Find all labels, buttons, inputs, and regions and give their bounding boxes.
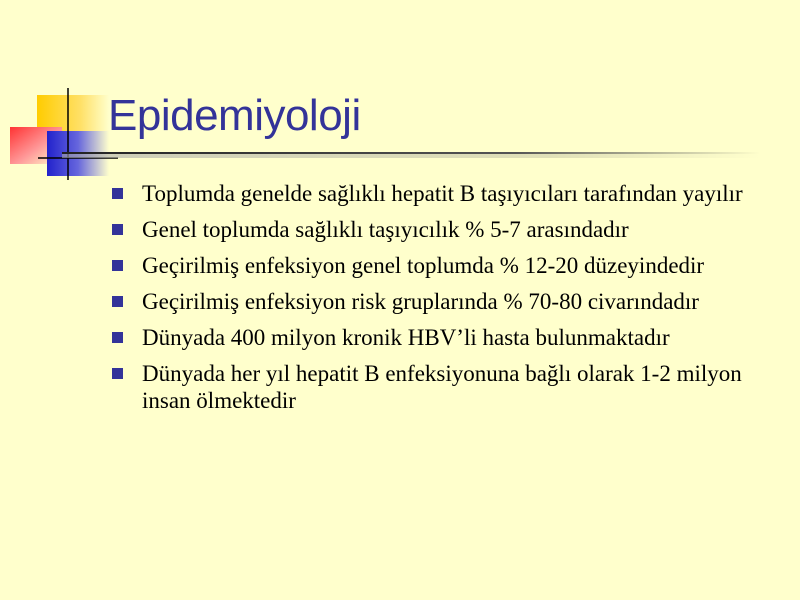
square-bullet-icon	[112, 332, 123, 343]
square-bullet-icon	[112, 260, 123, 271]
slide-title: Epidemiyoloji	[108, 91, 361, 140]
bullet-text: Dünyada her yıl hepatit B enfeksiyonuna bağlı olarak 1-2 milyon insan ölmektedir	[142, 361, 742, 413]
bullet-item	[108, 324, 778, 351]
bullet-item	[108, 180, 778, 207]
bullet-item	[108, 216, 778, 243]
square-bullet-icon	[112, 188, 123, 199]
square-bullet-icon	[112, 224, 123, 235]
bullet-text: Geçirilmiş enfeksiyon risk gruplarında % 70-80 civarındadır	[142, 289, 699, 314]
bullet-text: Genel toplumda sağlıklı taşıyıcılık % 5-7 arasındadır	[142, 217, 629, 242]
bullet-text: Toplumda genelde sağlıklı hepatit B taşıyıcıları tarafından yayılır	[142, 181, 743, 206]
decorative-squares	[0, 0, 120, 190]
title-underline	[62, 150, 760, 159]
bullet-item	[108, 252, 778, 279]
bullet-text: Dünyada 400 milyon kronik HBV’li hasta bulunmaktadır	[142, 325, 670, 350]
bullet-list	[108, 180, 778, 423]
bullet-item	[108, 288, 778, 315]
bullet-item	[108, 360, 778, 414]
square-bullet-icon	[112, 296, 123, 307]
square-bullet-icon	[112, 368, 123, 379]
bullet-text: Geçirilmiş enfeksiyon genel toplumda % 12-20 düzeyindedir	[142, 253, 705, 278]
